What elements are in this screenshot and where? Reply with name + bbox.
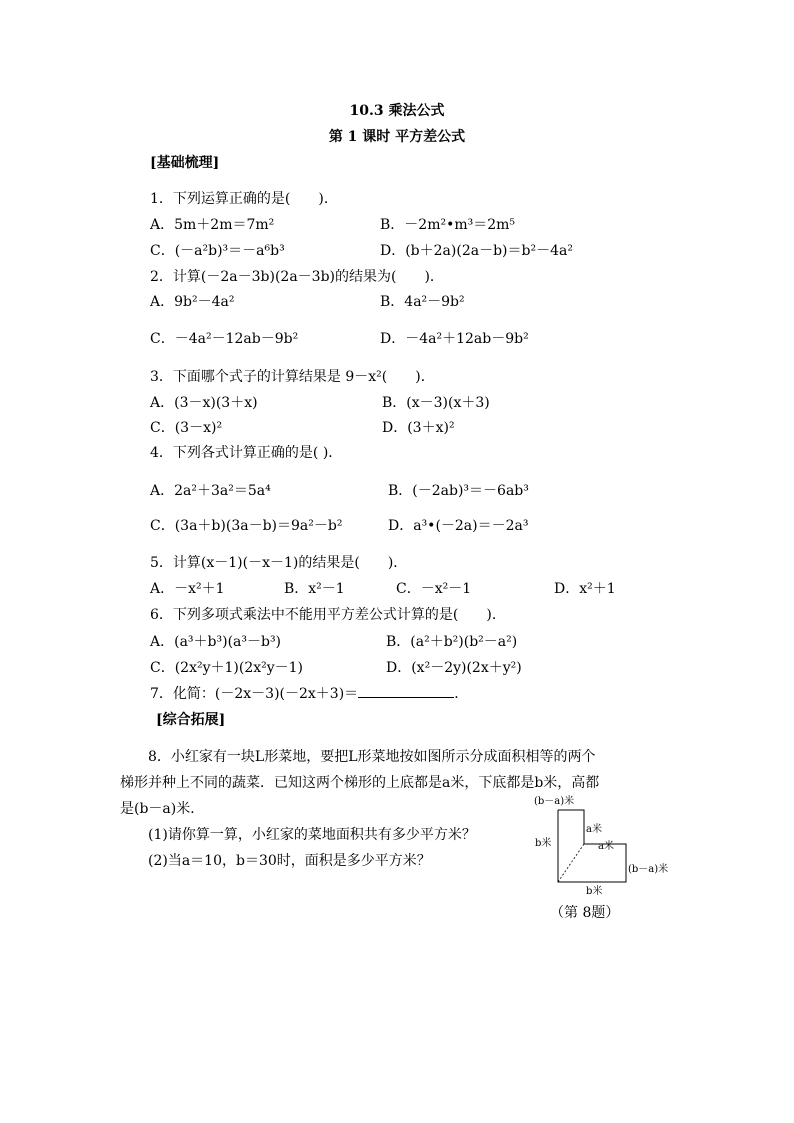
q5-option-b: B．x²－1	[284, 581, 345, 597]
q7-end: ．	[454, 686, 469, 702]
q2-stem: 2．计算(－2a－3b)(2a－3b)的结果为( )．	[150, 269, 444, 285]
section-basic: [基础梳理]	[150, 155, 220, 171]
q1-option-b: B．－2m²•m³＝2m⁵	[380, 217, 516, 233]
q4-option-d: D．a³•(－2a)＝－2a³	[388, 518, 529, 534]
q2-option-d: D．－4a²＋12ab－9b²	[380, 331, 529, 347]
q3-option-b: B．(x－3)(x＋3)	[382, 395, 490, 411]
section-extension: [综合拓展]	[156, 712, 226, 728]
q2-option-c: C．－4a²－12ab－9b²	[150, 331, 299, 347]
q5-option-d: D．x²＋1	[554, 581, 616, 597]
q2-option-b: B．4a²－9b²	[380, 294, 465, 310]
q8-line-1: 8．小红家有一块L形菜地，要把L形菜地按如图所示分成面积相等的两个	[148, 749, 596, 765]
lesson-subtitle: 第 1 课时 平方差公式	[328, 129, 466, 145]
q1-option-c: C．(－a²b)³＝－a⁶b³	[150, 243, 285, 259]
q4-option-a: A．2a²＋3a²＝5a⁴	[150, 483, 271, 499]
q7-answer-blank[interactable]	[358, 685, 454, 698]
label-inner: a米	[586, 824, 602, 835]
q1-option-a: A．5m＋2m＝7m²	[150, 217, 275, 233]
label-bottom: b米	[586, 886, 603, 897]
lesson-title: 10.3 乘法公式	[349, 103, 445, 119]
q1-option-d: D．(b＋2a)(2a－b)＝b²－4a²	[380, 243, 573, 259]
label-step: a米	[598, 841, 614, 852]
label-top: (b－a)米	[534, 796, 575, 807]
q6-option-a: A．(a³＋b³)(a³－b³)	[150, 634, 282, 650]
q7-stem: 7．化简：(－2x－3)(－2x＋3)＝	[150, 686, 359, 702]
q6-option-c: C．(2x²y＋1)(2x²y－1)	[150, 660, 304, 676]
q4-option-b: B．(－2ab)³＝－6ab³	[388, 483, 529, 499]
q7-line	[150, 685, 468, 703]
l-shape-outline	[558, 810, 626, 882]
q6-stem: 6．下列多项式乘法中不能用平方差公式计算的是( )．	[150, 607, 506, 623]
q6-option-b: B．(a²＋b²)(b²－a²)	[386, 634, 518, 650]
q2-option-a: A．9b²－4a²	[150, 294, 235, 310]
q1-stem: 1．下列运算正确的是( )．	[150, 191, 338, 207]
q4-option-c: C．(3a＋b)(3a－b)＝9a²－b²	[150, 518, 343, 534]
label-left: b米	[535, 838, 552, 849]
q8-part-1: (1)请你算一算，小红家的菜地面积共有多少平方米？	[148, 827, 476, 843]
q8-line-3: 是(b－a)米．	[120, 801, 205, 817]
label-right: (b－a)米	[628, 864, 669, 875]
q3-option-d: D．(3＋x)²	[382, 420, 455, 436]
q8-line-2: 梯形并种上不同的蔬菜．已知这两个梯形的上底都是a米，下底都是b米，高都	[120, 775, 600, 791]
q5-stem: 5．计算(x－1)(－x－1)的结果是( )．	[150, 555, 408, 571]
q3-option-a: A．(3－x)(3＋x)	[150, 395, 258, 411]
q5-option-c: C．－x²－1	[396, 581, 472, 597]
q3-stem: 3．下面哪个式子的计算结果是 9－x²( )．	[150, 369, 435, 385]
q4-stem: 4．下列各式计算正确的是( )．	[150, 445, 343, 461]
l-shaped-garden-figure	[532, 792, 682, 900]
figure-caption: （第 8题）	[550, 905, 620, 921]
diagonal-dashed-line	[558, 844, 584, 882]
q6-option-d: D．(x²－2y)(2x＋y²)	[386, 660, 522, 676]
q8-part-2: (2)当a＝10，b＝30时，面积是多少平方米？	[148, 853, 431, 869]
q5-option-a: A．－x²＋1	[150, 581, 225, 597]
q3-option-c: C．(3－x)²	[150, 420, 223, 436]
